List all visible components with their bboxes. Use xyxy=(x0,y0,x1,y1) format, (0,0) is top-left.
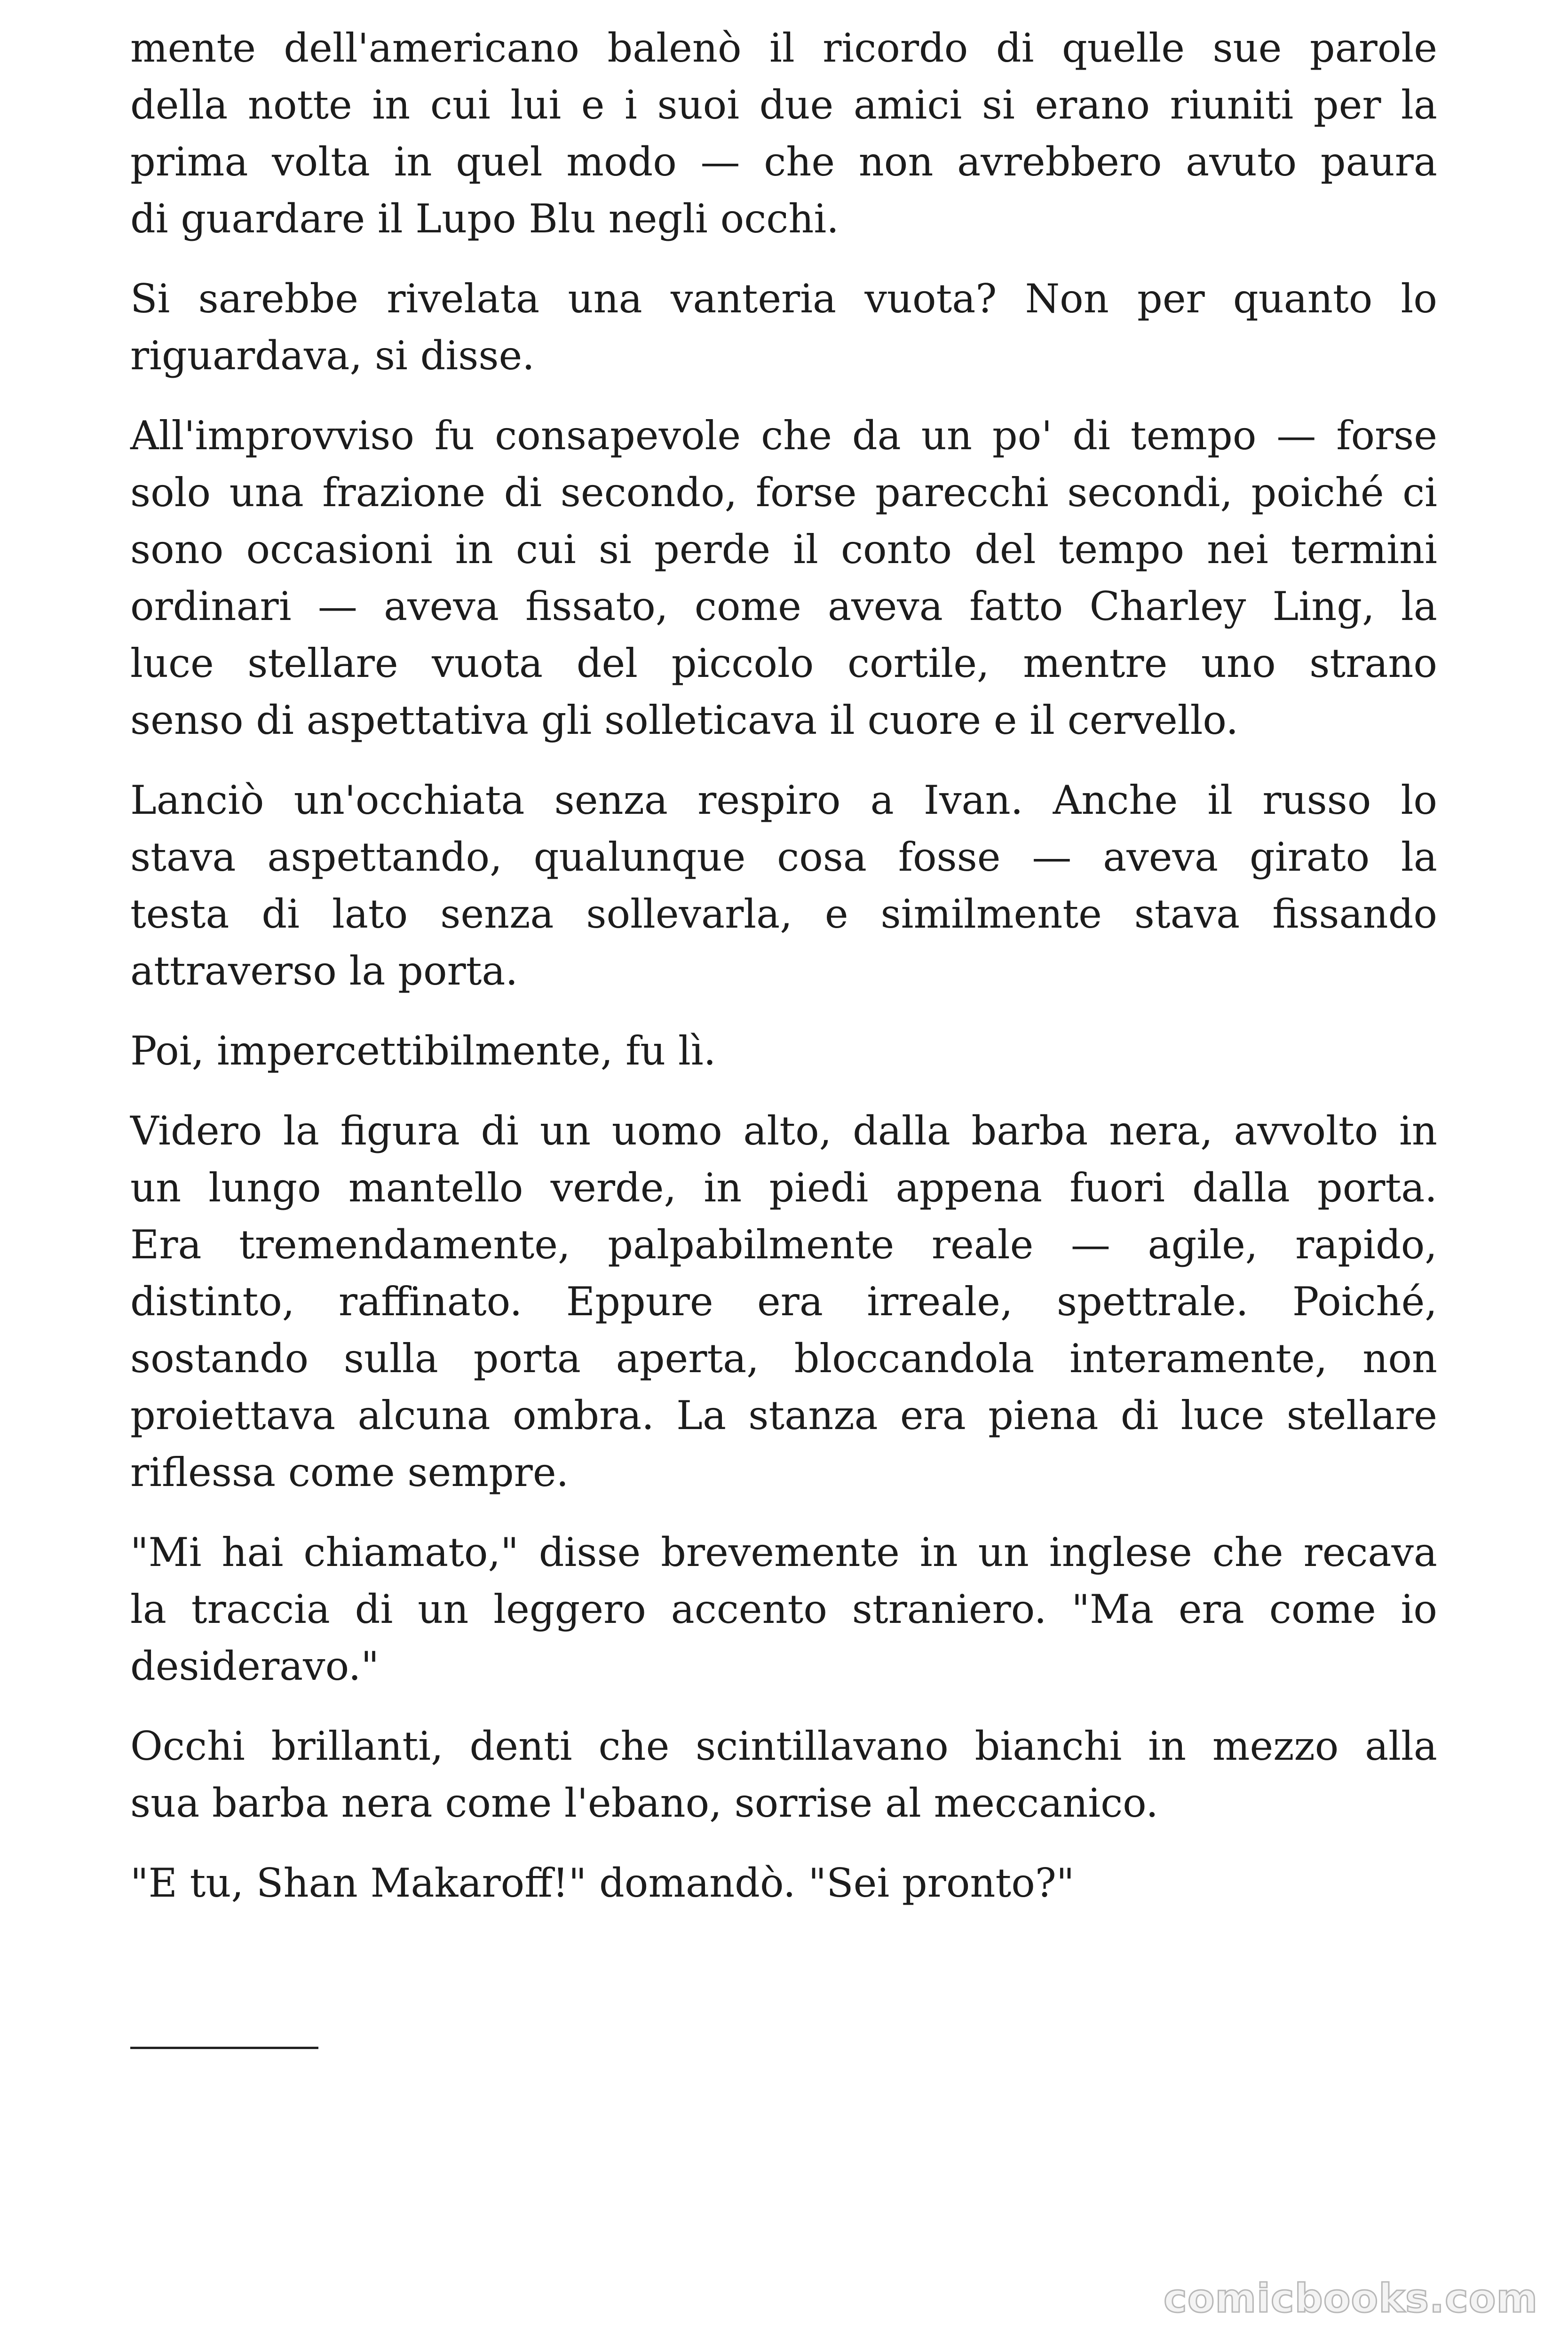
paragraph xyxy=(130,1023,1437,1080)
text-line: Videro la figura di un uomo alto, dalla barba nera, avvolto in xyxy=(130,1108,1437,1154)
text-line: distinto, raffinato. Eppure era irreale, spettrale. Poiché, xyxy=(130,1279,1437,1325)
paragraph xyxy=(130,1855,1437,1912)
text-line: Occhi brillanti, denti che scintillavano bianchi in mezzo alla xyxy=(130,1723,1437,1769)
text-line: riguardava, si disse. xyxy=(130,333,535,379)
paragraph xyxy=(130,270,1437,384)
paragraph xyxy=(130,20,1437,247)
paragraph xyxy=(130,407,1437,749)
text-line: sostando sulla porta aperta, bloccandola interamente, non xyxy=(130,1335,1437,1382)
text-line: ordinari — aveva fissato, come aveva fatto Charley Ling, la xyxy=(130,583,1437,629)
text-line: prima volta in quel modo — che non avrebbero avuto paura xyxy=(130,139,1437,185)
text-line: senso di aspettativa gli solleticava il cuore e il cervello. xyxy=(130,697,1239,743)
paragraph xyxy=(130,1718,1437,1832)
text-line: la traccia di un leggero accento straniero. "Ma era come io xyxy=(130,1586,1437,1632)
text-line: "Mi hai chiamato," disse brevemente in un inglese che recava xyxy=(130,1529,1437,1575)
text-line: All'improvviso fu consapevole che da un po' di tempo — forse xyxy=(130,413,1437,459)
text-line: desideravo." xyxy=(130,1643,380,1689)
text-line: un lungo mantello verde, in piedi appena fuori dalla porta. xyxy=(130,1165,1437,1211)
paragraph xyxy=(130,1103,1437,1501)
text-line: sua barba nera come l'ebano, sorrise al meccanico. xyxy=(130,1780,1158,1826)
text-line: sono occasioni in cui si perde il conto del tempo nei termini xyxy=(130,526,1437,572)
text-line: Si sarebbe rivelata una vanteria vuota? Non per quanto lo xyxy=(130,276,1437,322)
text-line: di guardare il Lupo Blu negli occhi. xyxy=(130,196,839,242)
text-line: stava aspettando, qualunque cosa fosse — aveva girato la xyxy=(130,834,1437,880)
text-line: riflessa come sempre. xyxy=(130,1449,569,1495)
text-line: Era tremendamente, palpabilmente reale — agile, rapido, xyxy=(130,1222,1437,1268)
body-text xyxy=(130,20,1437,1935)
text-line: della notte in cui lui e i suoi due amici si erano riuniti per la xyxy=(130,82,1437,128)
text-line: Lanciò un'occhiata senza respiro a Ivan. Anche il russo lo xyxy=(130,777,1437,823)
text-line: solo una frazione di secondo, forse parecchi secondi, poiché ci xyxy=(130,469,1437,516)
watermark: comicbooks.com xyxy=(1164,2275,1538,2321)
text-line: mente dell'americano balenò il ricordo di quelle sue parole xyxy=(130,25,1437,71)
text-line: attraverso la porta. xyxy=(130,948,518,994)
text-line: "E tu, Shan Makaroff!" domandò. "Sei pronto?" xyxy=(130,1860,1075,1906)
text-line: proiettava alcuna ombra. La stanza era piena di luce stellare xyxy=(130,1392,1437,1438)
text-line: Poi, impercettibilmente, fu lì. xyxy=(130,1028,716,1074)
paragraph xyxy=(130,772,1437,1000)
text-line: testa di lato senza sollevarla, e similmente stava fissando xyxy=(130,891,1437,937)
footnote-separator xyxy=(130,2047,318,2049)
paragraph xyxy=(130,1524,1437,1695)
text-line: luce stellare vuota del piccolo cortile, mentre uno strano xyxy=(130,640,1437,686)
